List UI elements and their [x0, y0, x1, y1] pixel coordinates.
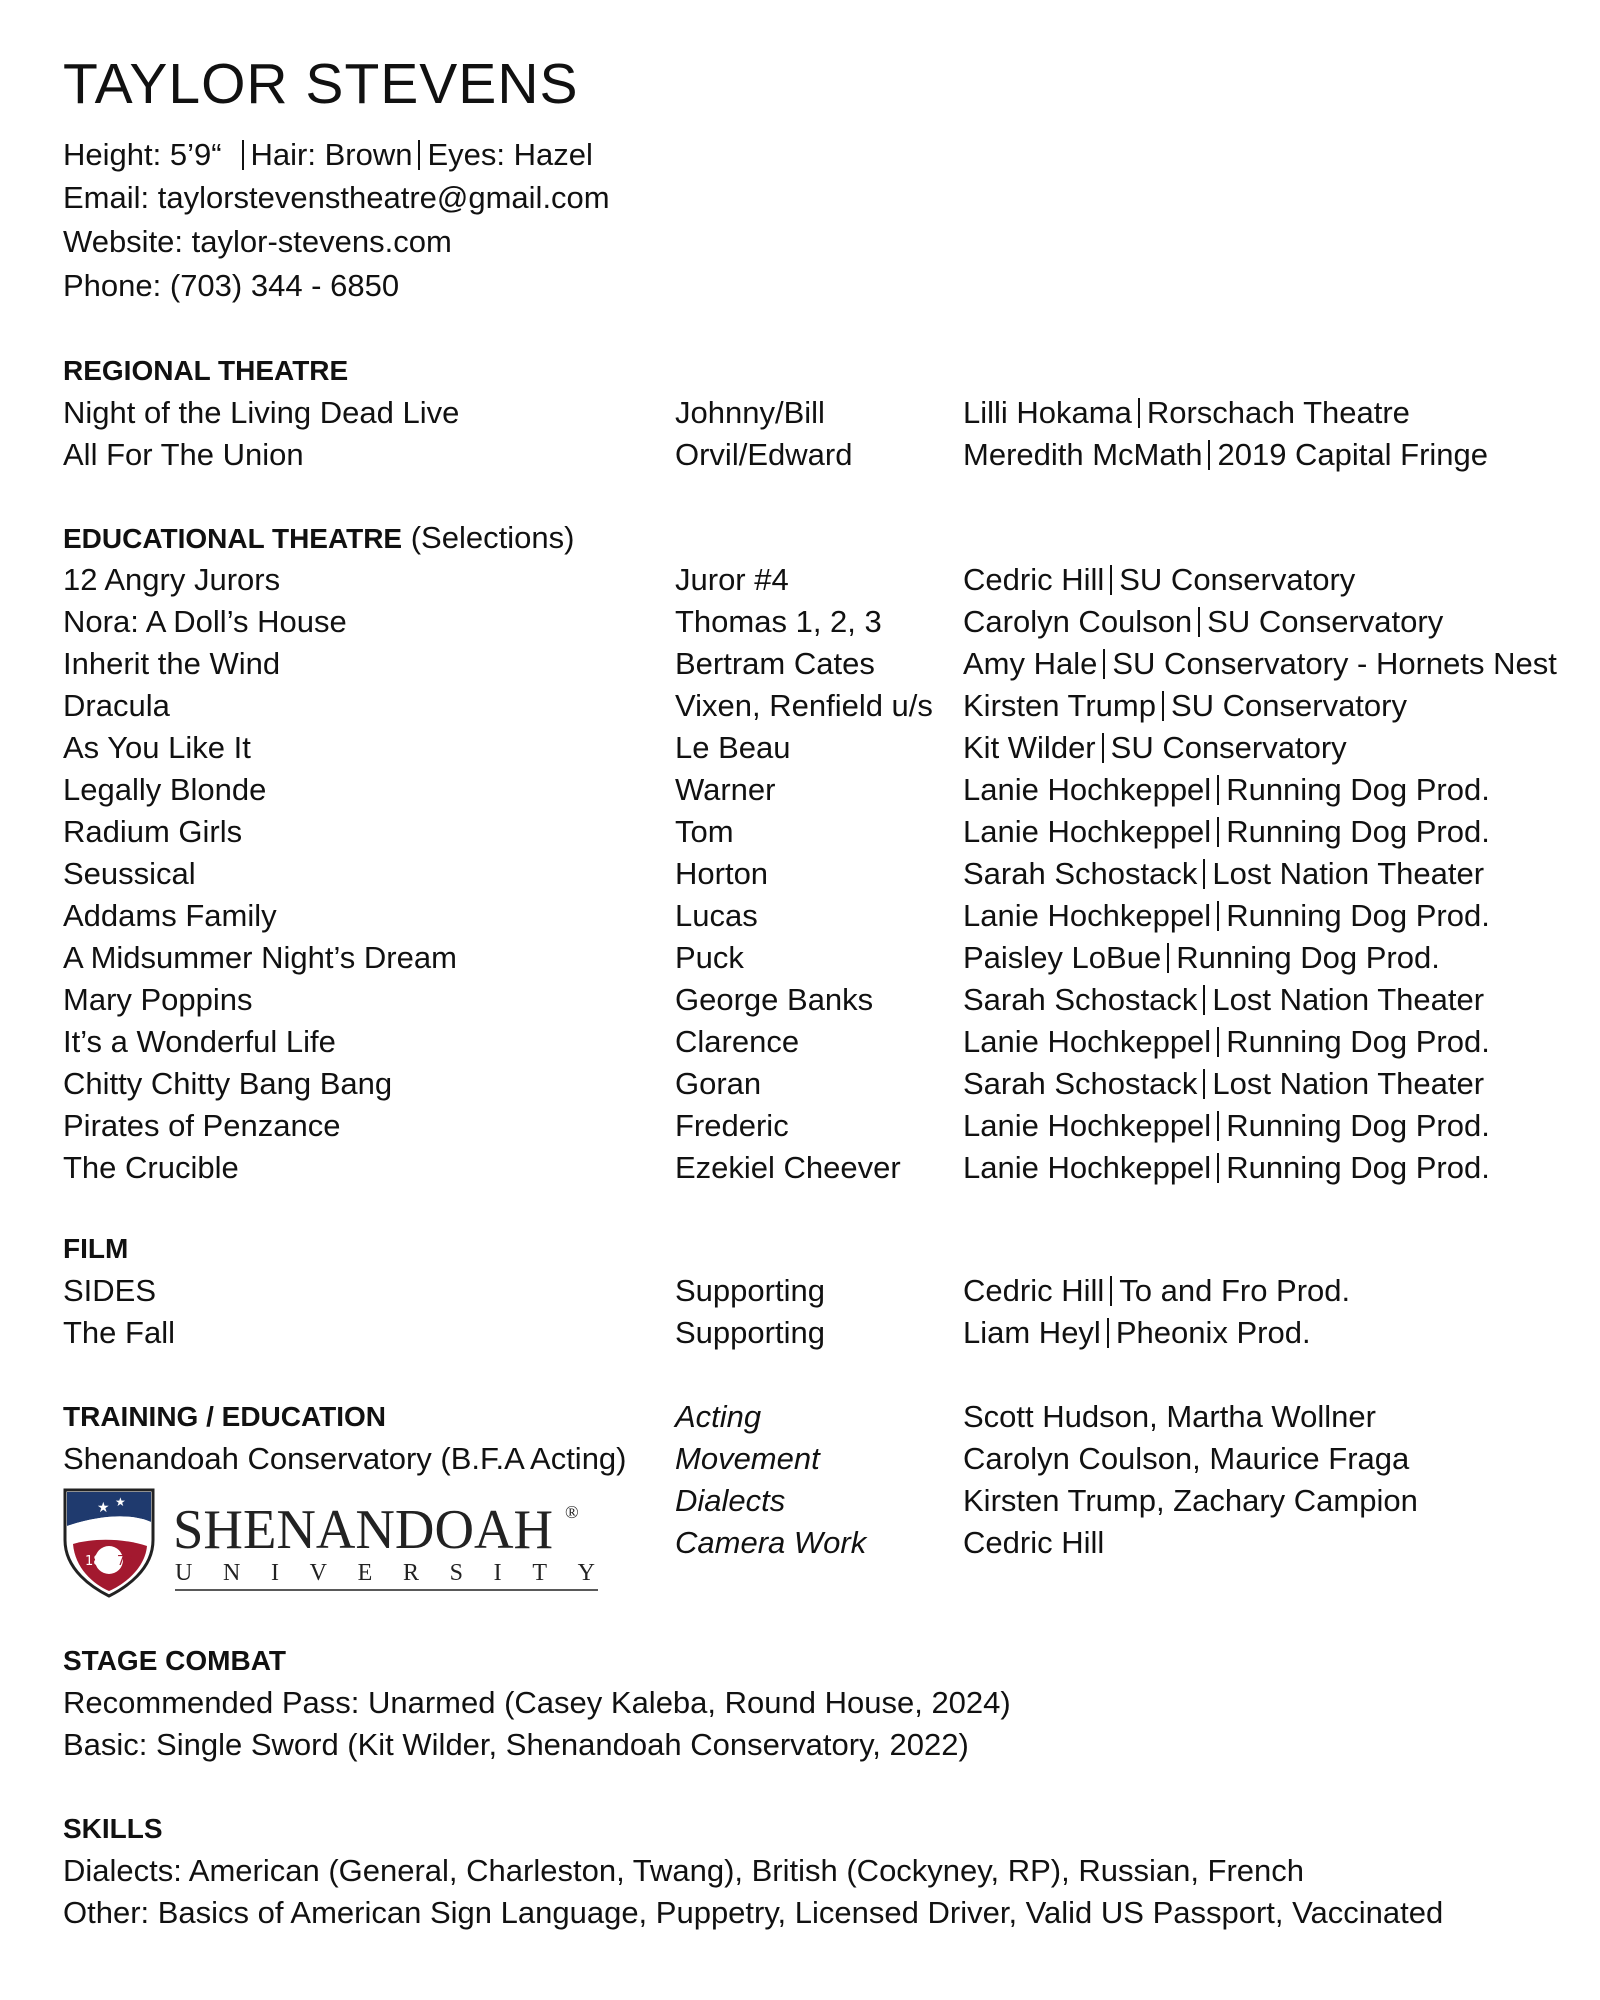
director-company	[963, 643, 1557, 685]
show-title: Mary Poppins	[63, 982, 253, 1017]
role-name: Clarence	[675, 1024, 800, 1059]
skills-line: Dialects: American (General, Charleston, Twang), British (Cockyney, RP), Russian, French	[63, 1853, 1305, 1888]
credit-row	[63, 1021, 1600, 1063]
show-title: As You Like It	[63, 730, 251, 765]
training-teachers: Cedric Hill	[963, 1525, 1105, 1560]
role-name: Ezekiel Cheever	[675, 1150, 901, 1185]
director-name: Kirsten Trump	[963, 688, 1156, 723]
credit-row	[63, 769, 1600, 811]
company-name: Running Dog Prod.	[1226, 898, 1490, 933]
director-company	[963, 853, 1484, 895]
shield-icon	[65, 1490, 153, 1596]
director-name: Cedric Hill	[963, 562, 1105, 597]
show-title: Chitty Chitty Bang Bang	[63, 1066, 393, 1101]
credit-row	[63, 392, 1600, 434]
role-name: Frederic	[675, 1108, 789, 1143]
combat-heading: STAGE COMBAT	[63, 1645, 286, 1676]
company-name: Rorschach Theatre	[1146, 395, 1410, 430]
credit-row	[63, 727, 1600, 769]
separator	[1102, 733, 1104, 763]
separator	[1217, 817, 1219, 847]
role-name: Puck	[675, 940, 744, 975]
credit-row	[63, 434, 1600, 476]
hair-stat: Hair: Brown	[250, 137, 413, 172]
director-company	[963, 1147, 1490, 1189]
show-title: All For The Union	[63, 437, 304, 472]
director-name: Carolyn Coulson	[963, 604, 1193, 639]
show-title: Inherit the Wind	[63, 646, 281, 681]
director-name: Lanie Hochkeppel	[963, 1024, 1212, 1059]
company-name: SU Conservatory	[1170, 688, 1407, 723]
company-name: Running Dog Prod.	[1226, 1108, 1490, 1143]
director-name: Lilli Hokama	[963, 395, 1132, 430]
separator	[1217, 775, 1219, 805]
director-company	[963, 1270, 1350, 1312]
director-company	[963, 434, 1488, 476]
logo-registered: ®	[565, 1502, 579, 1522]
role-name: Lucas	[675, 898, 758, 933]
role-name: Bertram Cates	[675, 646, 875, 681]
show-title: Legally Blonde	[63, 772, 267, 807]
separator	[1208, 440, 1210, 470]
director-company	[963, 1063, 1484, 1105]
role-name: Orvil/Edward	[675, 437, 853, 472]
role-name: Supporting	[675, 1273, 825, 1308]
stats-line	[63, 134, 593, 176]
separator	[1103, 649, 1105, 679]
combat-line: Basic: Single Sword (Kit Wilder, Shenandoah Conservatory, 2022)	[63, 1727, 969, 1762]
show-title: Night of the Living Dead Live	[63, 395, 460, 430]
director-company	[963, 1105, 1490, 1147]
director-name: Sarah Schostack	[963, 856, 1198, 891]
shenandoah-logo	[63, 1488, 623, 1598]
company-name: Pheonix Prod.	[1115, 1315, 1311, 1350]
show-title: 12 Angry Jurors	[63, 562, 281, 597]
director-name: Paisley LoBue	[963, 940, 1162, 975]
credit-row	[63, 1147, 1600, 1189]
director-name: Lanie Hochkeppel	[963, 898, 1212, 933]
director-company	[963, 392, 1410, 434]
credit-row	[63, 979, 1600, 1021]
actor-name: TAYLOR STEVENS	[63, 52, 579, 116]
company-name: Running Dog Prod.	[1226, 1024, 1490, 1059]
phone-line: Phone: (703) 344 - 6850	[63, 268, 400, 303]
separator	[242, 140, 244, 170]
company-name: Lost Nation Theater	[1212, 1066, 1485, 1101]
credit-row	[63, 643, 1600, 685]
separator	[1217, 901, 1219, 931]
show-title: A Midsummer Night’s Dream	[63, 940, 457, 975]
credit-row	[63, 853, 1600, 895]
director-name: Amy Hale	[963, 646, 1098, 681]
separator	[1217, 1153, 1219, 1183]
director-company	[963, 727, 1347, 769]
credit-row	[63, 685, 1600, 727]
director-company	[963, 769, 1490, 811]
role-name: Thomas 1, 2, 3	[675, 604, 882, 639]
show-title: Addams Family	[63, 898, 277, 933]
show-title: Dracula	[63, 688, 170, 723]
skills-heading: SKILLS	[63, 1813, 163, 1844]
role-name: Juror #4	[675, 562, 789, 597]
credit-row	[63, 601, 1600, 643]
training-heading: TRAINING / EDUCATION	[63, 1401, 387, 1432]
company-name: Running Dog Prod.	[1226, 772, 1490, 807]
role-name: Vixen, Renfield u/s	[675, 688, 933, 723]
role-name: Johnny/Bill	[675, 395, 825, 430]
director-company	[963, 601, 1443, 643]
separator	[1203, 985, 1205, 1015]
svg-text:★: ★	[97, 1500, 110, 1516]
credit-row	[63, 1063, 1600, 1105]
educational-heading-row	[63, 517, 1600, 559]
company-name: Running Dog Prod.	[1176, 940, 1440, 975]
credit-row	[63, 811, 1600, 853]
educational-note: (Selections)	[410, 520, 575, 555]
director-company	[963, 1021, 1490, 1063]
director-name: Cedric Hill	[963, 1273, 1105, 1308]
show-title: It’s a Wonderful Life	[63, 1024, 336, 1059]
training-subject: Dialects	[675, 1483, 786, 1518]
role-name: Horton	[675, 856, 769, 891]
company-name: Lost Nation Theater	[1212, 856, 1485, 891]
credit-row	[63, 895, 1600, 937]
separator	[1138, 398, 1140, 428]
company-name: Running Dog Prod.	[1226, 814, 1490, 849]
director-company	[963, 1312, 1311, 1354]
credit-row	[63, 1270, 1600, 1312]
show-title: The Fall	[63, 1315, 175, 1350]
logo-year-b: 75	[117, 1554, 134, 1569]
director-name: Lanie Hochkeppel	[963, 1108, 1212, 1143]
show-title: SIDES	[63, 1273, 157, 1308]
logo-wordmark: SHENANDOAH	[173, 1499, 553, 1561]
role-name: Tom	[675, 814, 734, 849]
director-name: Sarah Schostack	[963, 982, 1198, 1017]
company-name: SU Conservatory	[1110, 730, 1347, 765]
training-subject: Movement	[675, 1441, 820, 1476]
regional-heading: REGIONAL THEATRE	[63, 355, 349, 386]
company-name: Lost Nation Theater	[1212, 982, 1485, 1017]
separator	[1217, 1027, 1219, 1057]
school-name: Shenandoah Conservatory (B.F.A Acting)	[63, 1441, 627, 1476]
separator	[1110, 565, 1112, 595]
credit-row	[63, 1105, 1600, 1147]
director-company	[963, 811, 1490, 853]
role-name: Supporting	[675, 1315, 825, 1350]
combat-line: Recommended Pass: Unarmed (Casey Kaleba, Round House, 2024)	[63, 1685, 1011, 1720]
credit-row	[63, 559, 1600, 601]
separator	[1198, 607, 1200, 637]
director-name: Lanie Hochkeppel	[963, 772, 1212, 807]
training-row	[63, 1396, 1600, 1438]
company-name: 2019 Capital Fringe	[1217, 437, 1489, 472]
show-title: Nora: A Doll’s House	[63, 604, 347, 639]
role-name: Goran	[675, 1066, 762, 1101]
eyes-stat: Eyes: Hazel	[427, 137, 593, 172]
director-name: Lanie Hochkeppel	[963, 1150, 1212, 1185]
director-name: Kit Wilder	[963, 730, 1096, 765]
director-company	[963, 979, 1484, 1021]
director-company	[963, 685, 1407, 727]
separator	[1162, 691, 1164, 721]
role-name: Warner	[675, 772, 776, 807]
website-line: Website: taylor-stevens.com	[63, 224, 452, 259]
separator	[1167, 943, 1169, 973]
skills-line: Other: Basics of American Sign Language, Puppetry, Licensed Driver, Valid US Passport, Vaccinated	[63, 1895, 1444, 1930]
training-row	[63, 1438, 1600, 1480]
role-name: George Banks	[675, 982, 874, 1017]
training-teachers: Carolyn Coulson, Maurice Fraga	[963, 1441, 1410, 1476]
separator	[1203, 1069, 1205, 1099]
director-name: Lanie Hochkeppel	[963, 814, 1212, 849]
company-name: To and Fro Prod.	[1119, 1273, 1351, 1308]
show-title: Pirates of Penzance	[63, 1108, 341, 1143]
separator	[418, 140, 420, 170]
director-company	[963, 559, 1355, 601]
separator	[1203, 859, 1205, 889]
logo-university: UNIVERSITY	[175, 1560, 595, 1586]
director-company	[963, 895, 1490, 937]
director-name: Meredith McMath	[963, 437, 1203, 472]
company-name: SU Conservatory	[1119, 562, 1356, 597]
company-name: SU Conservatory - Hornets Nest	[1112, 646, 1557, 681]
credit-row	[63, 937, 1600, 979]
show-title: Radium Girls	[63, 814, 243, 849]
logo-year-a: 18	[85, 1554, 102, 1569]
company-name: SU Conservatory	[1207, 604, 1444, 639]
director-company	[963, 937, 1440, 979]
director-name: Sarah Schostack	[963, 1066, 1198, 1101]
email-line: Email: taylorstevenstheatre@gmail.com	[63, 180, 610, 215]
role-name: Le Beau	[675, 730, 791, 765]
company-name: Running Dog Prod.	[1226, 1150, 1490, 1185]
separator	[1110, 1276, 1112, 1306]
director-name: Liam Heyl	[963, 1315, 1101, 1350]
training-teachers: Kirsten Trump, Zachary Campion	[963, 1483, 1418, 1518]
training-subject: Acting	[675, 1399, 762, 1434]
separator	[1107, 1318, 1109, 1348]
separator	[1217, 1111, 1219, 1141]
training-teachers: Scott Hudson, Martha Wollner	[963, 1399, 1376, 1434]
show-title: The Crucible	[63, 1150, 239, 1185]
film-heading: FILM	[63, 1233, 129, 1264]
show-title: Seussical	[63, 856, 196, 891]
credit-row	[63, 1312, 1600, 1354]
educational-heading: EDUCATIONAL THEATRE	[63, 523, 403, 554]
training-subject: Camera Work	[675, 1525, 867, 1560]
height-stat: Height: 5’9“	[63, 137, 222, 172]
svg-text:★: ★	[115, 1495, 126, 1509]
